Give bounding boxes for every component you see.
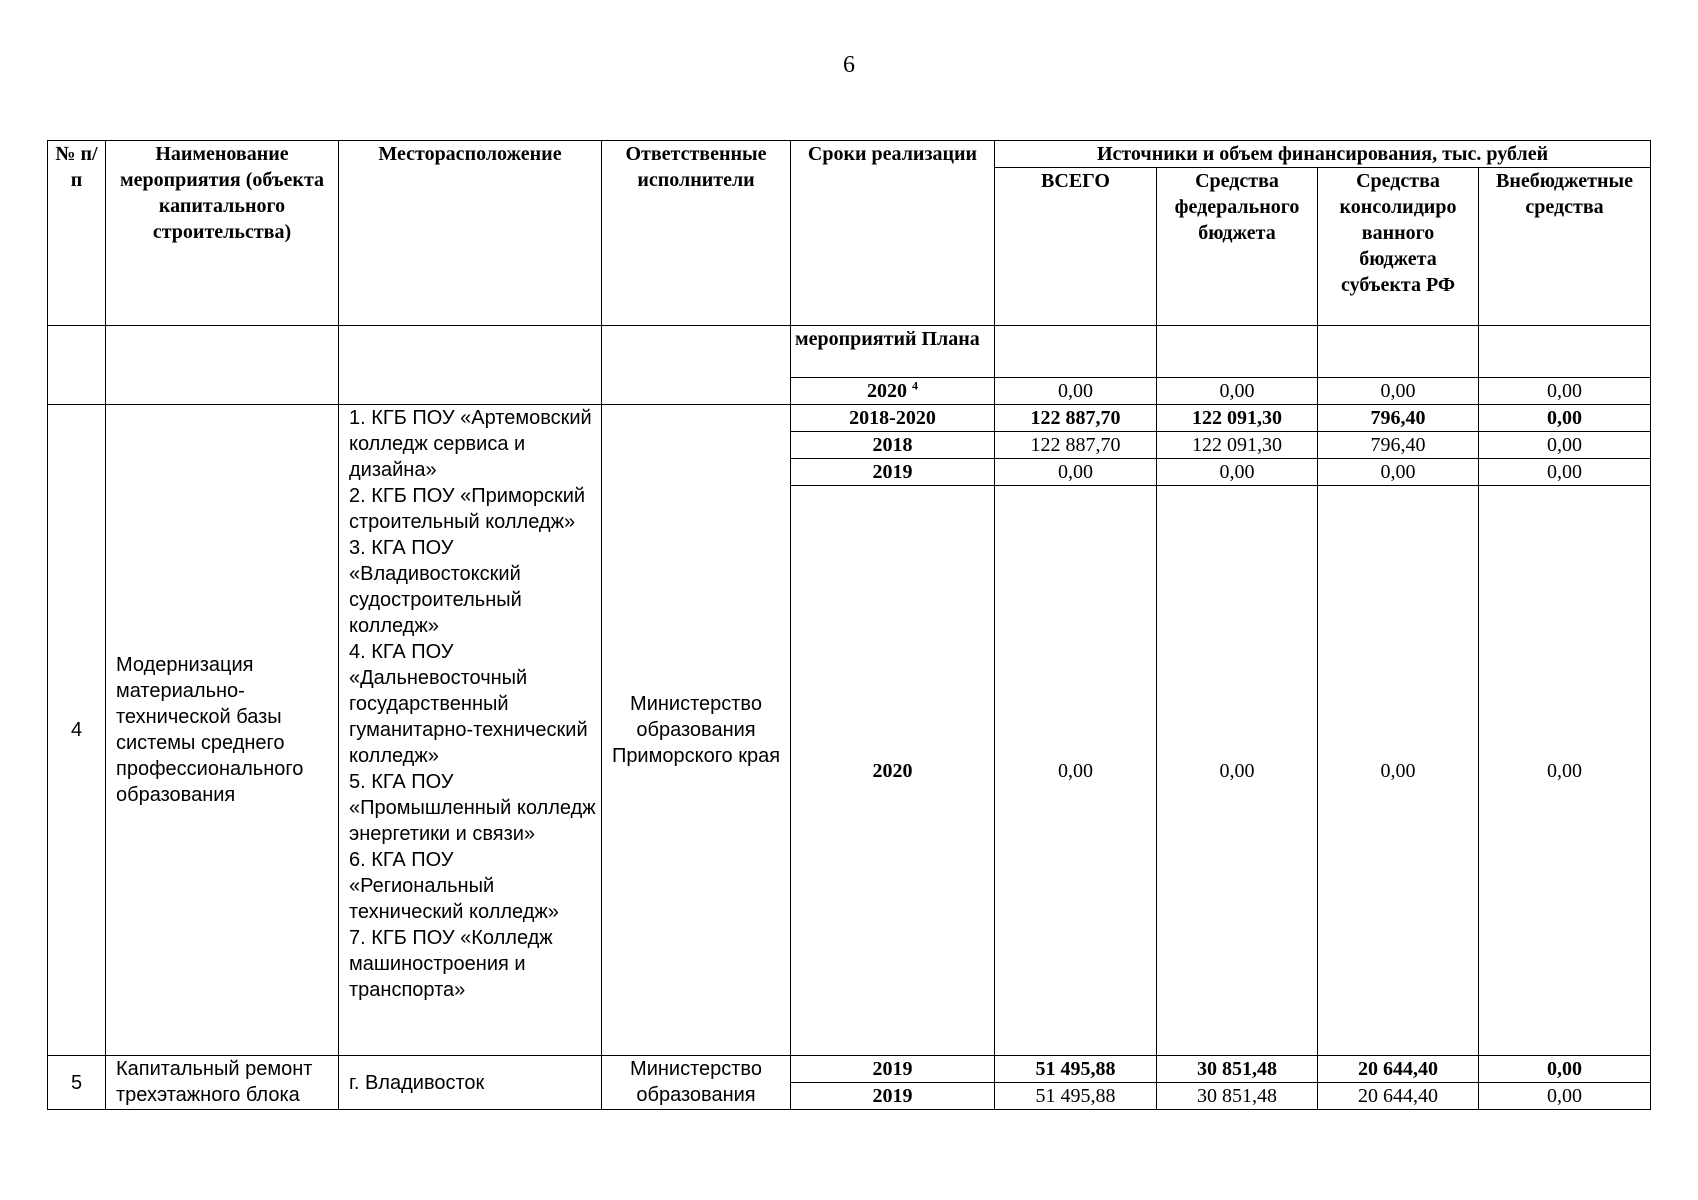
item5-federal: 30 851,48 (1157, 1056, 1318, 1083)
header-location: Месторасположение (339, 141, 602, 326)
item4-responsible: Министерство образования Приморского края (602, 405, 791, 1056)
item4-consolidated: 796,40 (1318, 405, 1479, 432)
cont-consolidated: 0,00 (1318, 378, 1479, 405)
header-total: ВСЕГО (995, 168, 1157, 326)
item4-consolidated: 0,00 (1318, 459, 1479, 486)
item5-extrabudget: 0,00 (1479, 1083, 1651, 1110)
header-consolidated: Средства консолидиро ванного бюджета субъекта РФ (1318, 168, 1479, 326)
location-item: 7. КГБ ПОУ «Колледж машиностроения и транспорта» (349, 927, 553, 1001)
item4-extrabudget: 0,00 (1479, 432, 1651, 459)
item4-name: Модернизация материально-технической базы системы среднего профессионального образования (106, 405, 339, 1056)
cont-empty-extrabudget (1479, 326, 1651, 378)
item5-consolidated: 20 644,40 (1318, 1056, 1479, 1083)
item4-row-total (48, 405, 1651, 432)
location-item: 5. КГА ПОУ «Промышленный колледж энергетики и связи» (349, 771, 596, 845)
item5-extrabudget: 0,00 (1479, 1056, 1651, 1083)
item4-total: 122 887,70 (995, 432, 1157, 459)
item4-extrabudget: 0,00 (1479, 405, 1651, 432)
header-terms: Сроки реализации (791, 141, 995, 326)
item4-consolidated: 0,00 (1318, 486, 1479, 1056)
cont-responsible-cell (602, 326, 791, 405)
continuation-row-1 (48, 326, 1651, 378)
item5-total: 51 495,88 (995, 1056, 1157, 1083)
cont-location-cell (339, 326, 602, 405)
header-funding-group: Источники и объем финансирования, тыс. рублей (995, 141, 1651, 168)
cont-term-text: мероприятий Плана (791, 326, 995, 378)
cont-total: 0,00 (995, 378, 1157, 405)
cont-num-cell (48, 326, 106, 405)
header-row-1 (48, 141, 1651, 168)
header-federal: Средства федерального бюджета (1157, 168, 1318, 326)
financing-table (47, 140, 1651, 1110)
item4-extrabudget: 0,00 (1479, 486, 1651, 1056)
header-name: Наименование мероприятия (объекта капитального строительства) (106, 141, 339, 326)
item5-name: Капитальный ремонт трехэтажного блока (106, 1056, 339, 1110)
item5-federal: 30 851,48 (1157, 1083, 1318, 1110)
item5-responsible: Министерство образования (602, 1056, 791, 1110)
cont-empty-total (995, 326, 1157, 378)
location-item: 6. КГА ПОУ «Региональный технический колледж» (349, 849, 559, 923)
item5-consolidated: 20 644,40 (1318, 1083, 1479, 1110)
cont-name-cell (106, 326, 339, 405)
cont-extrabudget: 0,00 (1479, 378, 1651, 405)
cont-federal: 0,00 (1157, 378, 1318, 405)
item5-term: 2019 (791, 1083, 995, 1110)
item5-location: г. Владивосток (339, 1056, 602, 1110)
item5-total: 51 495,88 (995, 1083, 1157, 1110)
cont-year: 2020 $^4$ (791, 378, 995, 405)
item4-term: 2018-2020 (791, 405, 995, 432)
page-number: 6 (843, 52, 855, 78)
item4-federal: 122 091,30 (1157, 432, 1318, 459)
item4-federal: 122 091,30 (1157, 405, 1318, 432)
item5-term: 2019 (791, 1056, 995, 1083)
item4-total: 0,00 (995, 486, 1157, 1056)
item4-num: 4 (48, 405, 106, 1056)
location-item: 2. КГБ ПОУ «Приморский строительный колледж» (349, 485, 586, 533)
item5-num: 5 (48, 1056, 106, 1110)
item4-federal: 0,00 (1157, 486, 1318, 1056)
cont-empty-consolidated (1318, 326, 1479, 378)
footnote-mark: 4 (912, 378, 918, 393)
item4-consolidated: 796,40 (1318, 432, 1479, 459)
item4-term: 2018 (791, 432, 995, 459)
item4-total: 0,00 (995, 459, 1157, 486)
item4-term: 2019 (791, 459, 995, 486)
item4-locations (339, 405, 602, 1056)
location-item: 1. КГБ ПОУ «Артемовский колледж сервиса и дизайна» (349, 407, 592, 481)
location-item: 3. КГА ПОУ «Владивостокский судостроительный колледж» (349, 537, 522, 637)
location-item: 4. КГА ПОУ «Дальневосточный государственный гуманитарно-технический колледж» (349, 641, 588, 767)
item4-total: 122 887,70 (995, 405, 1157, 432)
header-extrabudget: Внебюджетные средства (1479, 168, 1651, 326)
item5-row-1 (48, 1056, 1651, 1083)
header-num: № п/п (48, 141, 106, 326)
cont-empty-federal (1157, 326, 1318, 378)
item4-extrabudget: 0,00 (1479, 459, 1651, 486)
header-responsible: Ответственные исполнители (602, 141, 791, 326)
item4-term: 2020 (791, 486, 995, 1056)
item4-federal: 0,00 (1157, 459, 1318, 486)
